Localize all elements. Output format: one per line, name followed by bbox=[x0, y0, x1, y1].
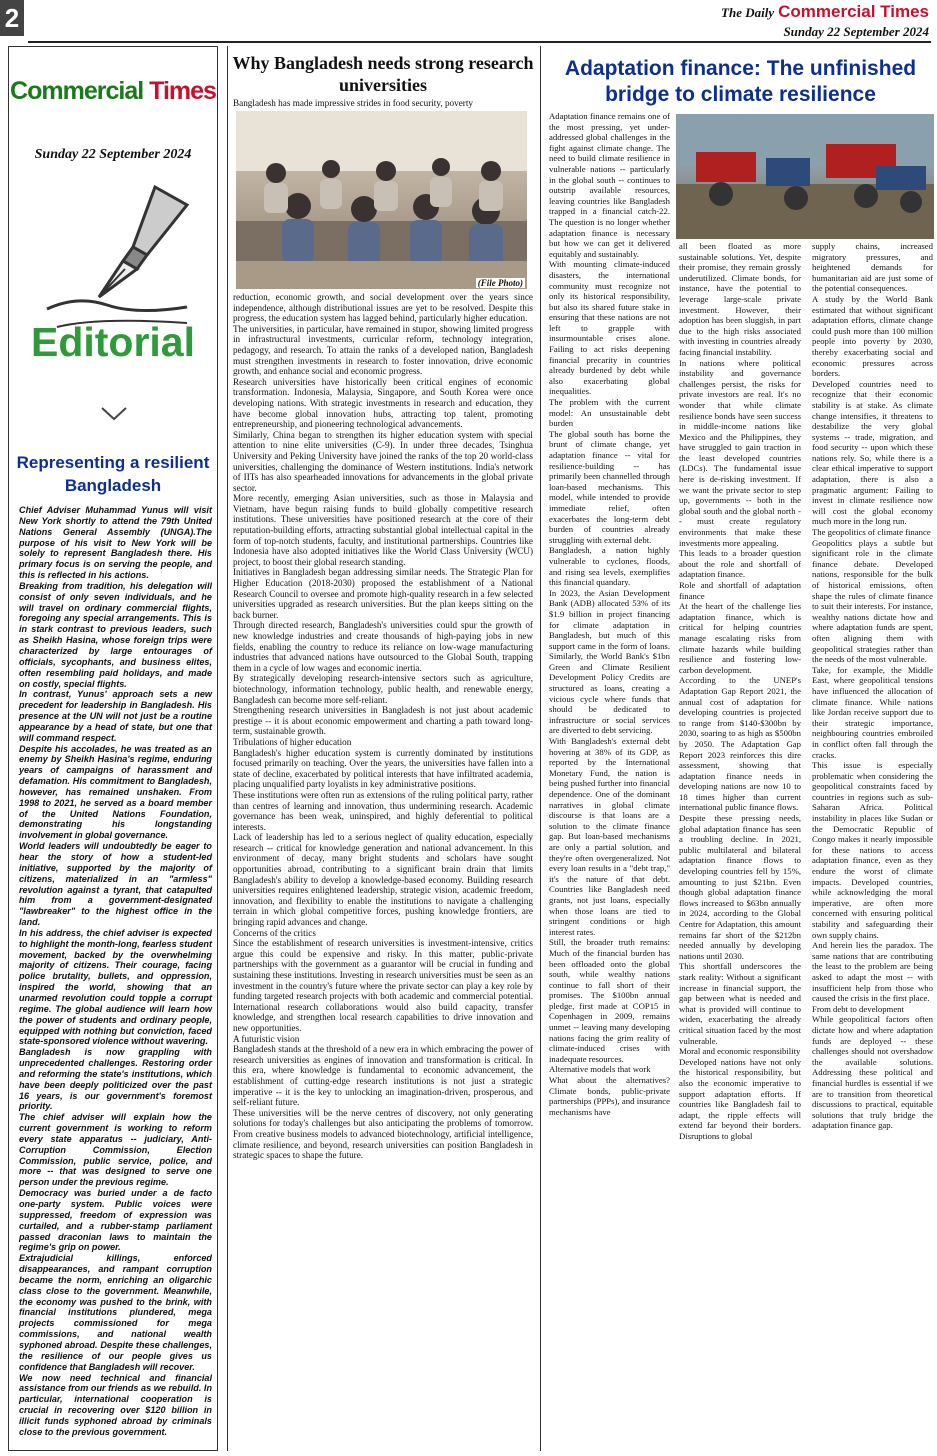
paragraph: all been floated as more sustainable solutions. Yet, despite their promise, they remain grossly underutilized. Climate bonds, for instance, have the potential to leverage large-scale private investment. However, their adoption has been sluggish, in part due to the high risks associated with investing in countries already facing financial instability. bbox=[679, 241, 801, 357]
article-lead: Bangladesh has made impressive strides in food security, poverty bbox=[233, 98, 474, 108]
paragraph: Developed countries need to recognize that their economic stability is at stake. As climate change intensifies, it threatens to destabilize the very global systems -- trade, migration, and food security -- upon which these nations rely. So, while there is a clear ethical imperative to support adaptation, there is also a pragmatic argument: Failing to invest in climate resilience now will cost the global economy much more in the long run. bbox=[812, 378, 933, 527]
paragraph: In his address, the chief adviser is expected to highlight the month-long, fearless student movement, backed by the overwhelming majority of citizens. Their courage, facing police brutality, bullets, and oppression, inspired the world, showing that an unarmed revolution could topple a corrupt regime. The global audience will learn how the power of students and ordinary people, equipped with nothing but conviction, faced state-sponsored violence without wavering. bbox=[19, 927, 212, 1047]
masthead-daily: The Daily bbox=[721, 5, 775, 20]
sidebar-logo bbox=[9, 77, 217, 106]
paragraph: Bangladesh's higher education system is currently dominated by institutions focused primarily on teaching. Over the years, the universities have fallen into a state of decline, exacerbated by political interests that have infiltrated academia, placing unqualified party loyalists in key administrative positions. bbox=[233, 747, 533, 790]
paragraph: This leads to a broader question about the role and shortfall of adaptation finance. bbox=[679, 548, 801, 580]
paragraph: Bangladesh, a nation highly vulnerable to cyclones, floods, and rising sea levels, exemplifies this financial quandary. bbox=[549, 545, 670, 588]
paragraph: Democracy was buried under a de facto one-party system. Public voices were suppressed, freedom of expression was curtailed, and a rubber-stamp parliament passed draconian laws to maintain the regime's grip on power. bbox=[19, 1188, 212, 1253]
paragraph: In 2023, the Asian Development Bank (ADB) allocated 53% of its $1.9 billion in project financing for climate adaptation in Bangladesh, but much of this support came in the form of loans. Similarly, the World Bank's $1bn Green and Climate Resilient Development Policy Credits are structured as loans, creating a vicious cycle where funds that should be dedicated to infrastructure or social services are diverted to debt servicing. bbox=[549, 587, 670, 736]
classroom-image bbox=[236, 111, 527, 289]
paragraph: World leaders will undoubtedly be eager to hear the story of how a student-led initiative, supported by the majority of citizens, materialized in an "armless" revolution against a tyrant, that catapulted him from a government-designated "lawbreaker" to the highest office in the land. bbox=[19, 841, 212, 928]
paragraph: With mounting climate-induced disasters, the international community must recognize not only its historical responsibility, but also its shared future stake in ensuring that these nations are not left to grapple with insurmountable crises alone. Failing to act risks deepening financial precarity in countries already burdened by debt while also exacerbating global inequalities. bbox=[549, 259, 670, 397]
paragraph: Developed nations have not only the historical responsibility, but also the economic imperative to support adaptation efforts. If countries like Bangladesh fail to adapt, the ripple effects will extend far beyond their borders. Disruptions to global bbox=[679, 1056, 801, 1141]
paragraph: Alternative models that work bbox=[549, 1064, 651, 1075]
paragraph: We now need technical and financial assistance from our friends as we rebuild. In particular, international cooperation is crucial in recovering over $120 billion in illicit funds syphoned abroad by criminals close to the previous government. bbox=[19, 1372, 212, 1437]
article-column-3 bbox=[812, 241, 933, 1131]
paragraph: Initiatives in Bangladesh began addressing similar needs. The Strategic Plan for Higher Education (2018-2030) proposed the establishment of a National Research Council to oversee and promote high-quality research in a few selected universities upgraded as research universities. But the plan keeps sitting on the back burner. bbox=[233, 567, 533, 620]
column-divider bbox=[540, 46, 541, 1451]
paragraph: reduction, economic growth, and social development over the years since independence, although distributional issues are yet to be resolved. Despite this progress, the education system has lagged behind, particularly higher education. bbox=[233, 292, 533, 324]
article-headline: Adaptation finance: The unfinished bridge to climate resilience bbox=[564, 57, 917, 106]
paragraph: What about the alternatives? Climate bonds, public-private partnerships (PPPs), and insurance mechanisms have bbox=[549, 1075, 670, 1117]
page-number: 2 bbox=[0, 0, 24, 36]
paragraph: The chief adviser will explain how the current government is working to reform every state apparatus -- judiciary, Anti-Corruption Commission, Election Commission, public service, police, and more -- that was designed to serve one person under the previous regime. bbox=[19, 1112, 212, 1188]
masthead-date: Sunday 22 September 2024 bbox=[783, 24, 929, 39]
paragraph: Still, the broader truth remains: Much of the financial burden has been offloaded onto the global south, while wealthy nations continue to fall short of their promises. The $100bn annual pledge, first made at COP15 in Copenhagen in 2009, remains unmet -- leaving many developing nations facing the grim reality of climate-induced crises with inadequate resources. bbox=[549, 937, 670, 1064]
fountain-pen-icon bbox=[37, 177, 202, 337]
section-label: Editorial bbox=[30, 319, 196, 365]
paragraph: This issue is especially problematic when considering the geopolitical constraints faced by countries in regions such as sub-Saharan Africa. Political instability in places like Sudan or the Democratic Republic of Congo makes it nearly impossible for these nations to access adaptation finance, even as they endure the worst of climate impacts. Developed countries, while acknowledging the moral imperative, are often more concerned with ensuring political stability and safeguarding their own supply chains. bbox=[812, 760, 933, 940]
paragraph: Despite these pressing needs, global adaptation finance has seen a troubling decline. In 2021, public multilateral and bilateral adaptation finance flows to developing countries fell by 15%, amounting to just $21bn. Even though global adaptation finance flows increased to $63bn annually in 2024, according to the Global Centre for Adaptation, this amount remains far short of the $212bn needed annually by developing nations until 2030. bbox=[679, 813, 801, 961]
photo-caption: (File Photo) bbox=[477, 278, 523, 288]
paragraph: supply chains, increased migratory pressures, and heightened demands for humanitarian aid are just some of the potential consequences. bbox=[812, 241, 933, 294]
paragraph: Concerns of the critics bbox=[233, 927, 316, 938]
paragraph: While geopolitical factors often dictate how and where adaptation funds are deployed -- these challenges should not overshadow the available solutions. Addressing these political and financial hurdles is essential if we are to transition from theoretical discussions to practical, equitable solutions that truly bridge the adaptation finance gap. bbox=[812, 1014, 933, 1131]
paragraph: Adaptation finance remains one of the most pressing, yet under-addressed global challenges in the fight against climate change. The need to build climate resilience in vulnerable nations -- particularly in the global south -- continues to outstrip available resources, leaving countries like Bangladesh trapped in a financial catch-22. The question is no longer whether adaptation finance is necessary but how we can get it delivered equitably and sustainably. bbox=[549, 111, 670, 259]
paragraph: Extrajudicial killings, enforced disappearances, and rampant corruption became the norm, enriching an oligarchic class close to the government. Meanwhile, the economy was pushed to the brink, with financial institutions plundered, mega projects commissioned for mega commissions, and national wealth syphoned abroad. Despite these challenges, the resilience of our people gives us confidence that Bangladesh will recover. bbox=[19, 1253, 212, 1372]
paragraph: By strategically developing research-intensive sectors such as agriculture, biotechnology, information technology, public health, and renewable energy, Bangladesh can become more self-reliant. bbox=[233, 673, 533, 705]
masthead bbox=[721, 2, 929, 40]
paragraph: These institutions were often run as extensions of the ruling political party, rather than centres of learning and innovation, thus undermining research. Academic governance has been weak, uninspired, and highly deferential to political interests. bbox=[233, 789, 533, 832]
masthead-title: Commercial Times bbox=[778, 2, 929, 21]
paragraph: Despite his accolades, he was treated as an enemy by Sheikh Hasina's regime, enduring years of campaigns of harassment and defamation. His commitment to Bangladesh, however, has remained unshaken. From 1998 to 2021, he served as a board member of the United Nations Foundation, demonstrating his longstanding involvement in global governance. bbox=[19, 743, 212, 841]
paragraph: The global south has borne the brunt of climate change, yet adaptation finance -- vital for resilience-building -- has primarily been channelled through loan-based mechanisms. This model, while intended to provide immediate relief, often exacerbates the long-term debt burden of countries already struggling with external debt. bbox=[549, 428, 670, 545]
logo-times: Times bbox=[149, 77, 216, 105]
paragraph: Chief Adviser Muhammad Yunus will visit New York shortly to attend the 79th United Nations General Assembly (UNGA).The purpose of his visit to New York will be solely to represent Bangladesh there. His primary focus is on serving the people, and this is reflected in his actions. bbox=[19, 505, 212, 581]
article-column-1 bbox=[549, 111, 670, 1117]
paragraph: With Bangladesh's external debt hovering at 38% of its GDP, as reported by the International Monetary Fund, the nation is being pushed further into financial dependence. One of the dominant narratives in global climate discourse is that loans are a solution to the climate finance gap. But loan-based mechanisms are only a partial solution, and they're often overgeneralized. Not every loan results in a "debt trap," it's the nature of that debt. Countries like Bangladesh need grants, not just loans, especially when those loans are tied to stringent conditions or high interest rates. bbox=[549, 736, 670, 937]
paragraph: At the heart of the challenge lies adaptation finance, which is critical for helping countries manage escalating risks from climate hazards while building resilience and fostering low-carbon development. bbox=[679, 601, 801, 675]
paragraph: From debt to development bbox=[812, 1003, 904, 1014]
paragraph: Moral and economic responsibility bbox=[679, 1046, 801, 1057]
paragraph: In nations where political instability and governance challenges persist, the risks for private investors are real. It's no wonder that while climate resilience bonds have seen success in middle-income nations like Mexico and the Philippines, they have struggled to gain traction in the least developed countries (LDCs). The fundamental issue here is de-risking investment. If we want the private sector to step up, governments -- both in the global south and the global north -- must create regulatory environments that make these investments more appealing. bbox=[679, 357, 801, 548]
paragraph: This shortfall underscores the stark reality: Without a significant increase in financial support, the gap between what is needed and what is provided will continue to widen, exacerbating the already critical situation faced by the most vulnerable. bbox=[679, 961, 801, 1046]
paragraph: Bangladesh is now grappling with unprecedented challenges. Restoring order and reforming the state's institutions, which have been deeply politicized over the past 16 years, is our government's foremost priority. bbox=[19, 1047, 212, 1112]
paragraph: Through directed research, Bangladesh's universities could spur the growth of new knowledge industries and create thousands of high-paying jobs in new fields, enabling the country to reduce its reliance on low-wage manufacturing industries that advanced nations have outsourced to the Global South, trapping them in a cycle of low wages and economic inertia. bbox=[233, 620, 533, 673]
article-headline: Why Bangladesh needs strong research universities bbox=[232, 53, 534, 95]
article-photo bbox=[676, 114, 934, 239]
paragraph: More recently, emerging Asian universities, such as those in Malaysia and Vietnam, have begun raising funds to build globally competitive research institutions. These universities have positioned research at the core of their reputation-building efforts, attracting substantial global intellectual capital in the form of top-notch students, faculty, and institutional partnerships. Countries like Indonesia have also adopted initiatives like the World Class University (WCU) project, to boost their global research standing. bbox=[233, 493, 533, 567]
chevron-down-icon bbox=[101, 407, 127, 421]
paragraph: A futuristic vision bbox=[233, 1033, 300, 1044]
paragraph: Take, for example, the Middle East, where geopolitical tensions have influenced the allocation of climate finance. While nations like Jordan receive support due to their strategic importance, neighbouring countries embroiled in conflict often fall through the cracks. bbox=[812, 664, 933, 760]
paragraph: In contrast, Yunus' approach sets a new precedent for leadership in Bangladesh. His presence at the UN will not just be a routine appearance by a head of state, but one that will command respect. bbox=[19, 689, 212, 743]
column-divider bbox=[227, 46, 228, 1451]
paragraph: The geopolitics of climate finance bbox=[812, 527, 931, 538]
article-photo bbox=[236, 111, 527, 289]
paragraph: A study by the World Bank estimated that without significant adaptation efforts, climate change could push more than 100 million people into poverty by 2030, thereby exacerbating social and economic pressures across borders. bbox=[812, 293, 933, 379]
paragraph: Lack of leadership has led to a serious neglect of quality education, especially research -- critical for knowledge generation and national advancement. In this environment of decay, many bright students and scholars have sought opportunities abroad, contributing to a significant brain drain that limits Bangladesh's ability to develop a knowledge-based economy. Building research universities requires enlightened leadership, strategic vision, academic freedom, innovation, and flexibility to enable the institutions to navigate a challenging terrain in which global competitive forces, pushing knowledge frontiers, are bringing rapid advances and change. bbox=[233, 832, 533, 928]
logo-commercial: Commercial bbox=[10, 77, 144, 105]
paragraph: These universities will be the nerve centres of discovery, not only generating solutions for today's challenges but also anticipating the problems of tomorrow. From creative business models to advanced biotechnology, artificial intelligence, climate resilience, and beyond, research universities can position Bangladesh in strategic spaces to shape the future. bbox=[233, 1107, 533, 1161]
header-rule bbox=[28, 41, 931, 43]
editorial-body bbox=[19, 505, 212, 1438]
editorial-sidebar bbox=[8, 46, 218, 1451]
paragraph: And herein lies the paradox. The same nations that are contributing the least to the problem are being asked to adapt the most -- with insufficient help from those who caused the crisis in the first place. bbox=[812, 940, 933, 1004]
paragraph: Similarly, China began to strengthen its higher education system with special attention to nine elite universities (C-9). In under three decades, Tsinghua University and Peking University have joined the ranks of the top 20 world-class universities, challenging the dominance of Western institutions. India's network of IITs has also spearheaded innovations for advancements in the global private sector. bbox=[233, 429, 533, 493]
paragraph: Geopolitics plays a subtle but significant role in the climate finance debate. Developed nations, responsible for the bulk of historical emissions, often shape the rules of climate finance to suit their interests. For instance, wealthy nations dictate how and where adaptation funds are spent, often aligning them with geopolitical strategies rather than the needs of the most vulnerable. bbox=[812, 537, 933, 665]
article-column-2 bbox=[679, 241, 801, 1141]
paragraph: Bangladesh stands at the threshold of a new era in which embracing the power of research universities as engines of innovation and transformation is critical. In this era, where knowledge is fundamental to economic advancement, the establishment of cutting-edge research institutions is not just a strategic imperative -- it is the key to unlocking an imagination-driven, prosperous, and self-reliant future. bbox=[233, 1044, 533, 1108]
sidebar-date: Sunday 22 September 2024 bbox=[34, 147, 192, 162]
paragraph: The universities, in particular, have remained in stupor, showing limited progress in infrastructural investments, curricular reform, technology integration, pedagogy, and research. To attain the ranks of a developed nation, Bangladesh must strengthen investments in research to foster innovation, drive economic growth, and enhance social and economic progress. bbox=[233, 323, 533, 377]
paragraph: Since the establishment of research universities is investment-intensive, critics argue this could be expensive and risky. In this matter, public-private partnerships with the government as a guarantor will be crucial in funding and sustaining these institutions. Investing in research universities must be seen as an investment in the country's future where the private sector can play a key role by funding targeted research projects with both academic and commercial potential. International research collaborations would also build capacity, transfer knowledge, and strengthen local research capabilities to drive innovation and new opportunities. bbox=[233, 938, 533, 1033]
paragraph: Research universities have historically been critical engines of economic transformation. Indonesia, Malaysia, Singapore, and South Korea were once developing nations. With strategic investments in research and education, they have become global innovation hubs, attracting top talent, promoting entrepreneurship, and pioneering technological advancements. bbox=[233, 376, 533, 430]
paragraph: According to the UNEP's Adaptation Gap Report 2021, the annual cost of adaptation for developing countries is projected to range from $140-$300bn by 2030, soaring to as high as $500bn by 2050. The Adaptation Gap Report 2023 reinforces this dire assessment, showing that adaptation finance needs in developing nations are now 10 to 18 times higher than current international public finance flows. bbox=[679, 675, 801, 813]
article-body bbox=[233, 292, 533, 1161]
editorial-headline: Representing a resilient Bangladesh bbox=[16, 453, 210, 495]
paragraph: Strengthening research universities in Bangladesh is not just about academic prestige -- it is about economic empowerment and charting a path toward long-term, sustainable growth. bbox=[233, 705, 533, 737]
flood-image bbox=[676, 114, 934, 239]
paragraph: Tribulations of higher education bbox=[233, 736, 352, 747]
paragraph: The problem with the current model: An unsustainable debt burden bbox=[549, 397, 670, 429]
paragraph: Role and shortfall of adaptation finance bbox=[679, 580, 801, 601]
paragraph: Breaking from tradition, his delegation will consist of only seven individuals, and he will travel on ordinary commercial flights, foregoing any special arrangements. This is in stark contrast to previous leaders, such as Sheikh Hasina, whose foreign trips were characterized by large entourages of officials, sycophants, and business elites, often resembling paid holidays, and made on costly, special flights. bbox=[19, 580, 212, 689]
